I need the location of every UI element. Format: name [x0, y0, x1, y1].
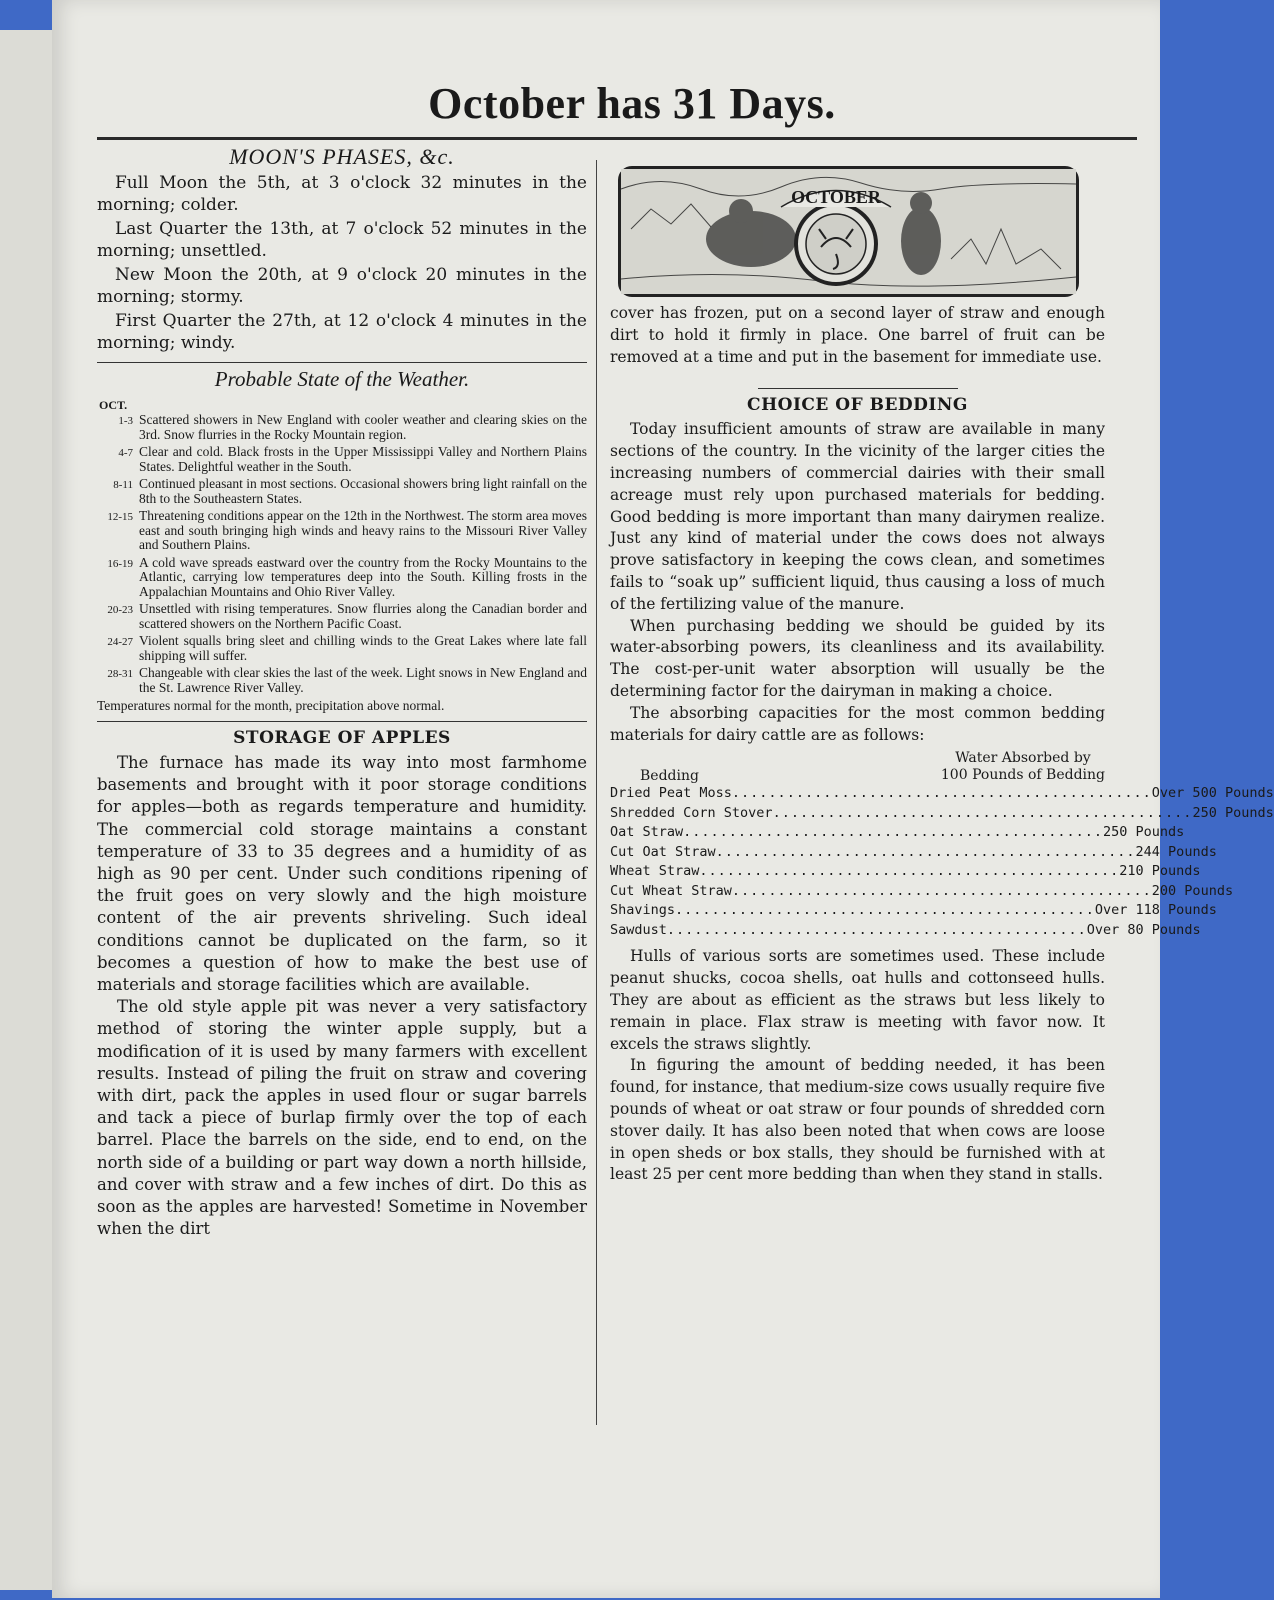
weather-dates: 24-27	[107, 636, 133, 648]
moon-phase-last-quarter: Last Quarter the 13th, at 7 o'clock 52 minutes in the morning; unsettled.	[97, 219, 587, 261]
bedding-body	[610, 419, 1105, 746]
weather-text: Changeable with clear skies the last of the week. Light snows in New England and the St. Lawrence River Valley.	[139, 665, 587, 695]
weather-dates: 1-3	[118, 415, 133, 427]
leader-dots: ..............................................	[772, 804, 1193, 821]
october-illustration	[618, 166, 1079, 297]
moon-phases-heading: MOON'S PHASES, &c.	[229, 144, 455, 169]
column-divider	[596, 160, 597, 1425]
weather-entry	[97, 666, 587, 695]
table-row	[610, 804, 1274, 824]
bedding-value: 244 Pounds	[1135, 843, 1217, 860]
bedding-name: Cut Oat Straw	[610, 843, 716, 860]
weather-dates: 20-23	[107, 604, 133, 616]
illustration-label: OCTOBER	[791, 187, 881, 207]
bedding-value: Over 500 Pounds	[1151, 785, 1274, 802]
absorbed-col-header-line2: 100 Pounds of Bedding	[940, 767, 1105, 784]
weather-dates: 28-31	[107, 668, 133, 680]
weather-text: A cold wave spreads eastward over the country from the Rocky Mountains to the Atlantic, carrying low temperatures deep into the South. Killing frosts in the Appalachian Mountains and Ohio River Valley.	[139, 554, 587, 599]
weather-note: Temperatures normal for the month, precipitation above normal.	[97, 698, 445, 713]
weather-dates: 12-15	[107, 511, 133, 523]
section-rule	[97, 721, 587, 722]
bedding-value: 200 Pounds	[1151, 882, 1234, 899]
table-row	[610, 823, 1185, 843]
weather-entry	[97, 556, 587, 600]
table-row	[610, 784, 1274, 804]
bedding-name: Oat Straw	[610, 824, 684, 841]
bedding-table	[610, 750, 1274, 940]
table-row	[610, 882, 1234, 902]
bedding-name: Shavings	[610, 902, 676, 919]
almanac-page	[52, 0, 1274, 1598]
moon-phase-first-quarter: First Quarter the 27th, at 12 o'clock 4 minutes in the morning; windy.	[97, 311, 587, 353]
right-column	[610, 160, 1274, 1186]
bedding-name: Cut Wheat Straw	[610, 882, 732, 899]
weather-text: Violent squalls bring sleet and chilling winds to the Great Lakes where late fall shipping will suffer.	[139, 633, 587, 663]
bedding-name: Sawdust	[610, 921, 667, 938]
bedding-heading: CHOICE OF BEDDING	[747, 395, 968, 416]
absorbed-col-header	[941, 750, 1105, 784]
bedding-col-header: Bedding	[640, 768, 699, 785]
storage-paragraph: The old style apple pit was never a very satisfactory method of storing the winter apple supply, but a modification of it is used by many farmers with excellent results. Instead of piling the fruit on straw and covering with dirt, pack the apples in used flour or sugar barrels and tack a piece of burlap firmly over the top of each barrel. Place the barrels on the side, end to end, on the north side of a building or part way down a north hillside, and cover with straw and a few inches of dirt. Do this as soon as the apples are harvested! Sometime in November when the dirt	[97, 997, 587, 1239]
bedding-table-header	[610, 750, 1105, 784]
leader-dots: ..............................................	[666, 921, 1087, 938]
table-row	[610, 921, 1201, 941]
storage-continued	[610, 303, 1105, 368]
bedding-name: Shredded Corn Stover	[610, 804, 773, 821]
leader-dots: ..............................................	[715, 843, 1136, 860]
bedding-name: Dried Peat Moss	[610, 785, 732, 802]
absorbed-col-header-line1: Water Absorbed by	[955, 750, 1091, 767]
leader-dots: ..............................................	[699, 863, 1120, 880]
facing-page-edge	[0, 30, 57, 1590]
storage-continued-text: cover has frozen, put on a second layer of straw and enough dirt to hold it firmly in place. One barrel of fruit can be removed at a time and put in the basement for immediate use.	[610, 304, 1105, 366]
weather-entry	[97, 413, 587, 442]
leader-dots: ..............................................	[731, 785, 1152, 802]
weather-text: Unsettled with rising temperatures. Snow flurries along the Canadian border and scattered showers on the Northern Pacific Coast.	[139, 601, 587, 631]
leader-dots: ..............................................	[675, 902, 1095, 919]
weather-entry	[97, 634, 587, 663]
weather-entry	[97, 445, 587, 474]
bedding-value: 250 Pounds	[1103, 824, 1185, 841]
weather-month: OCT.	[99, 398, 128, 412]
weather-entry	[97, 477, 587, 506]
weather-entry	[97, 602, 587, 631]
bedding-name: Wheat Straw	[610, 863, 700, 880]
zodiac-scorpio-engraving	[621, 169, 1076, 294]
section-rule-short	[758, 388, 958, 389]
table-row	[610, 901, 1217, 921]
weather-heading: Probable State of the Weather.	[214, 367, 470, 391]
storage-paragraph: The furnace has made its way into most farmhome basements and brought with it poor storage conditions for apples—both as regards temperature and humidity. The commercial cold storage maintains a constant temperature of 33 to 35 degrees and a humidity of as high as 90 per cent. Under such conditions ripening of the fruit goes on very slowly and the high moisture content of the air prevents shriveling. Such ideal conditions cannot be duplicated on the farm, so it becomes a question of how to make the best use of materials and storage facilities which are available.	[97, 753, 587, 995]
weather-text: Clear and cold. Black frosts in the Upper Mississippi Valley and Northern Plains States. Delightful weather in the South.	[139, 444, 587, 474]
weather-dates: 8-11	[113, 479, 133, 491]
bedding-body-after	[610, 946, 1105, 1186]
bedding-value: 210 Pounds	[1119, 863, 1201, 880]
moon-phase-new: New Moon the 20th, at 9 o'clock 20 minutes in the morning; stormy.	[97, 265, 587, 307]
moon-phases	[97, 172, 587, 354]
bedding-value: Over 80 Pounds	[1086, 921, 1201, 938]
section-rule	[97, 362, 587, 363]
leader-dots: ..............................................	[683, 824, 1104, 841]
weather-dates: 4-7	[118, 447, 133, 459]
bedding-paragraph: In figuring the amount of bedding needed, it has been found, for instance, that medium-size cows usually require five pounds of wheat or oat straw or four pounds of shredded corn stover daily. It has also been noted that when cows are loose in open sheds or box stalls, they should be furnished with at least 25 per cent more bedding than when they stand in stalls.	[610, 1056, 1105, 1184]
weather-dates: 16-19	[107, 557, 133, 570]
left-column	[97, 140, 587, 1240]
table-row	[610, 843, 1217, 863]
bedding-paragraph: Hulls of various sorts are sometimes used. These include peanut shucks, cocoa shells, oat hulls and cottonseed hulls. They are about as efficient as the straws but less likely to remain in place. Flax straw is meeting with favor now. It excels the straws slightly.	[610, 947, 1105, 1053]
bedding-paragraph: The absorbing capacities for the most common bedding materials for dairy cattle are as follows:	[610, 703, 1105, 744]
page-title: October has 31 Days.	[428, 79, 836, 128]
storage-heading: STORAGE OF APPLES	[233, 728, 451, 748]
weather-text: Continued pleasant in most sections. Occasional showers bring light rainfall on the 8th to the Southeastern States.	[139, 476, 587, 506]
moon-phase-full: Full Moon the 5th, at 3 o'clock 32 minutes in the morning; colder.	[97, 173, 587, 215]
bedding-paragraph: When purchasing bedding we should be guided by its water-absorbing powers, its cleanliness and its availability. The cost-per-unit water absorption will usually be the determining factor for the dairyman in making a choice.	[610, 616, 1105, 700]
weather-entry	[97, 509, 587, 553]
bedding-value: 250 Pounds	[1192, 804, 1274, 821]
bedding-value: Over 118 Pounds	[1094, 902, 1217, 919]
weather-list	[97, 413, 587, 695]
bedding-paragraph: Today insufficient amounts of straw are available in many sections of the country. In the vicinity of the larger cities the increasing numbers of commercial dairies with their small acreage must rely upon purchased materials for bedding. Good bedding is more important than many dairymen realize. Just any kind of material under the cows does not always prove satisfactory in keeping the cows clean, and sometimes fails to “soak up” sufficient liquid, thus causing a loss of much of the fertilizing value of the manure.	[610, 420, 1105, 613]
weather-text: Threatening conditions appear on the 12th in the Northwest. The storm area moves east and south bringing high winds and heavy rains to the Missouri River Valley and Southern Plains.	[139, 508, 587, 552]
leader-dots: ..............................................	[731, 882, 1152, 899]
weather-text: Scattered showers in New England with cooler weather and clearing skies on the 3rd. Snow flurries in the Rocky Mountain region.	[139, 412, 587, 442]
storage-body	[97, 752, 587, 1240]
table-row	[610, 862, 1201, 882]
